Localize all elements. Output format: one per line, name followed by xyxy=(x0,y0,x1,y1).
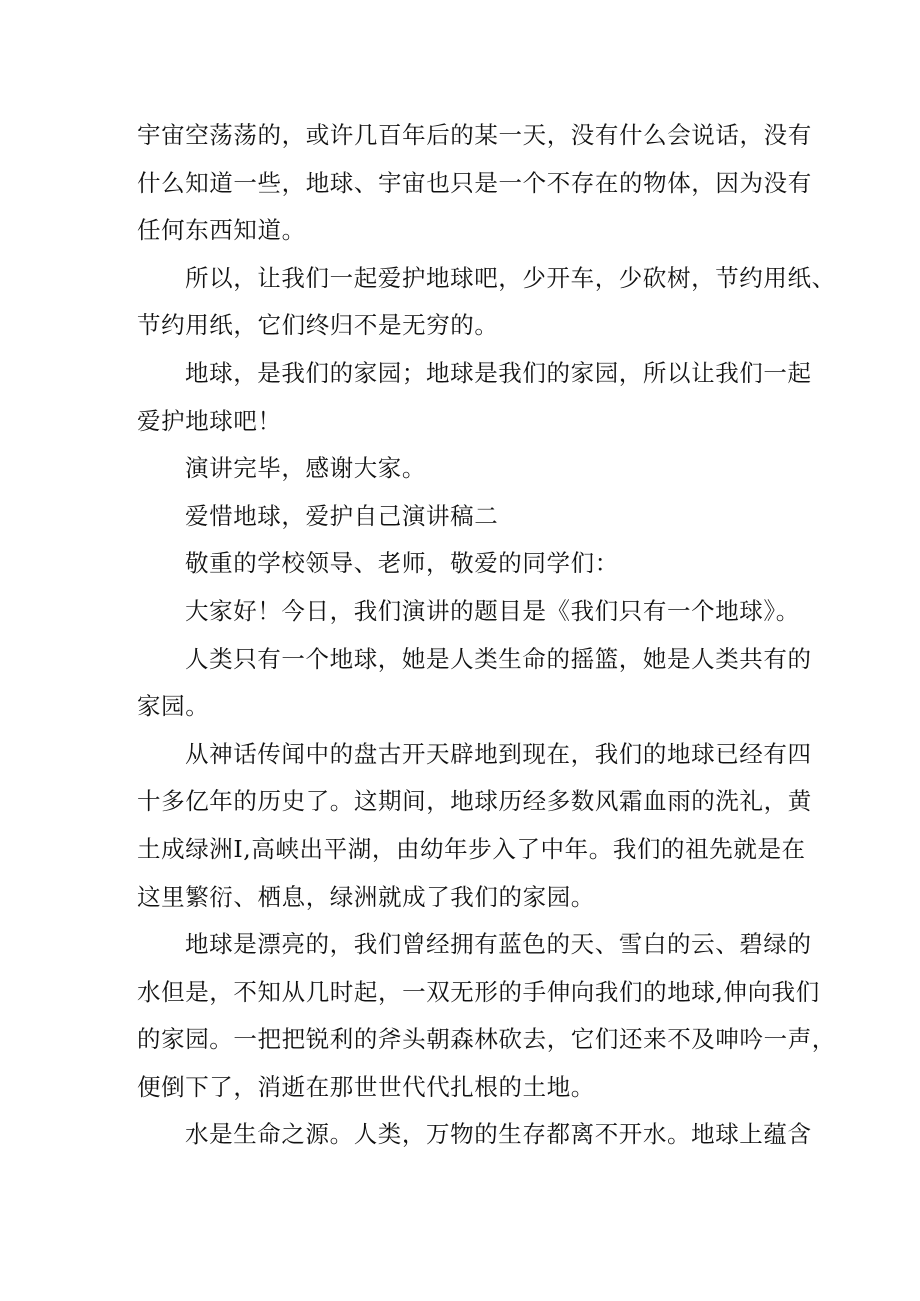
text-line: 地球是漂亮的，我们曾经拥有蓝色的天、雪白的云、碧绿的 xyxy=(185,930,812,959)
document-body xyxy=(137,112,836,1159)
text-line: 爱惜地球，爱护自己演讲稿二 xyxy=(185,501,499,530)
text-line: 便倒下了，消逝在那世世代代扎根的土地。 xyxy=(137,1072,595,1101)
text-line: 爱护地球吧！ xyxy=(137,406,282,435)
text-line: 土成绿洲I,高峡出平湖，由幼年步入了中年。我们的祖先就是在 xyxy=(137,834,806,863)
paragraph-10 xyxy=(137,921,836,1111)
text-line: 宇宙空荡荡的，或许几百年后的某一天，没有什么会说话，没有 xyxy=(137,121,812,149)
paragraph-7 xyxy=(137,588,817,636)
text-line: 从神话传闻中的盘古开天辟地到现在，我们的地球已经有四 xyxy=(185,739,812,768)
paragraph-1 xyxy=(137,112,817,255)
paragraph-2 xyxy=(137,255,836,350)
text-line: 演讲完毕，感谢大家。 xyxy=(185,454,426,483)
text-line: 所以，让我们一起爱护地球吧，少开车，少砍树，节约用纸、 xyxy=(185,263,836,292)
text-line: 敬重的学校领导、老师，敬爱的同学们： xyxy=(185,549,619,578)
text-line: 十多亿年的历史了。这期间，地球历经多数风霜血雨的洗礼，黄 xyxy=(137,787,812,816)
text-line: 水但是，不知从几时起，一双无形的手伸向我们的地球,伸向我们 xyxy=(137,977,820,1006)
text-line: 这里繁衍、栖息，绿洲就成了我们的家园。 xyxy=(137,882,595,911)
text-line: 的家园。一把把锐利的斧头朝森林砍去，它们还来不及呻吟一声， xyxy=(137,1025,836,1054)
text-line: 家园。 xyxy=(137,692,210,721)
text-line: 任何东西知道。 xyxy=(137,216,306,245)
text-line: 节约用纸，它们终归不是无穷的。 xyxy=(137,311,499,340)
salutation xyxy=(137,540,817,588)
text-line: 什么知道一些，地球、宇宙也只是一个不存在的物体，因为没有 xyxy=(137,168,812,197)
paragraph-4 xyxy=(137,445,817,493)
text-line: 地球，是我们的家园；地球是我们的家园，所以让我们一起 xyxy=(185,358,812,387)
paragraph-3 xyxy=(137,350,817,445)
text-line: 大家好！今日，我们演讲的题目是《我们只有一个地球》。 xyxy=(185,596,800,625)
paragraph-11 xyxy=(137,1111,817,1159)
section-heading xyxy=(137,493,817,541)
text-line: 人类只有一个地球，她是人类生命的摇篮，她是人类共有的 xyxy=(185,644,812,673)
text-line: 水是生命之源。人类，万物的生存都离不开水。地球上蕴含 xyxy=(185,1120,812,1149)
paragraph-9 xyxy=(137,731,817,921)
paragraph-8 xyxy=(137,636,817,731)
